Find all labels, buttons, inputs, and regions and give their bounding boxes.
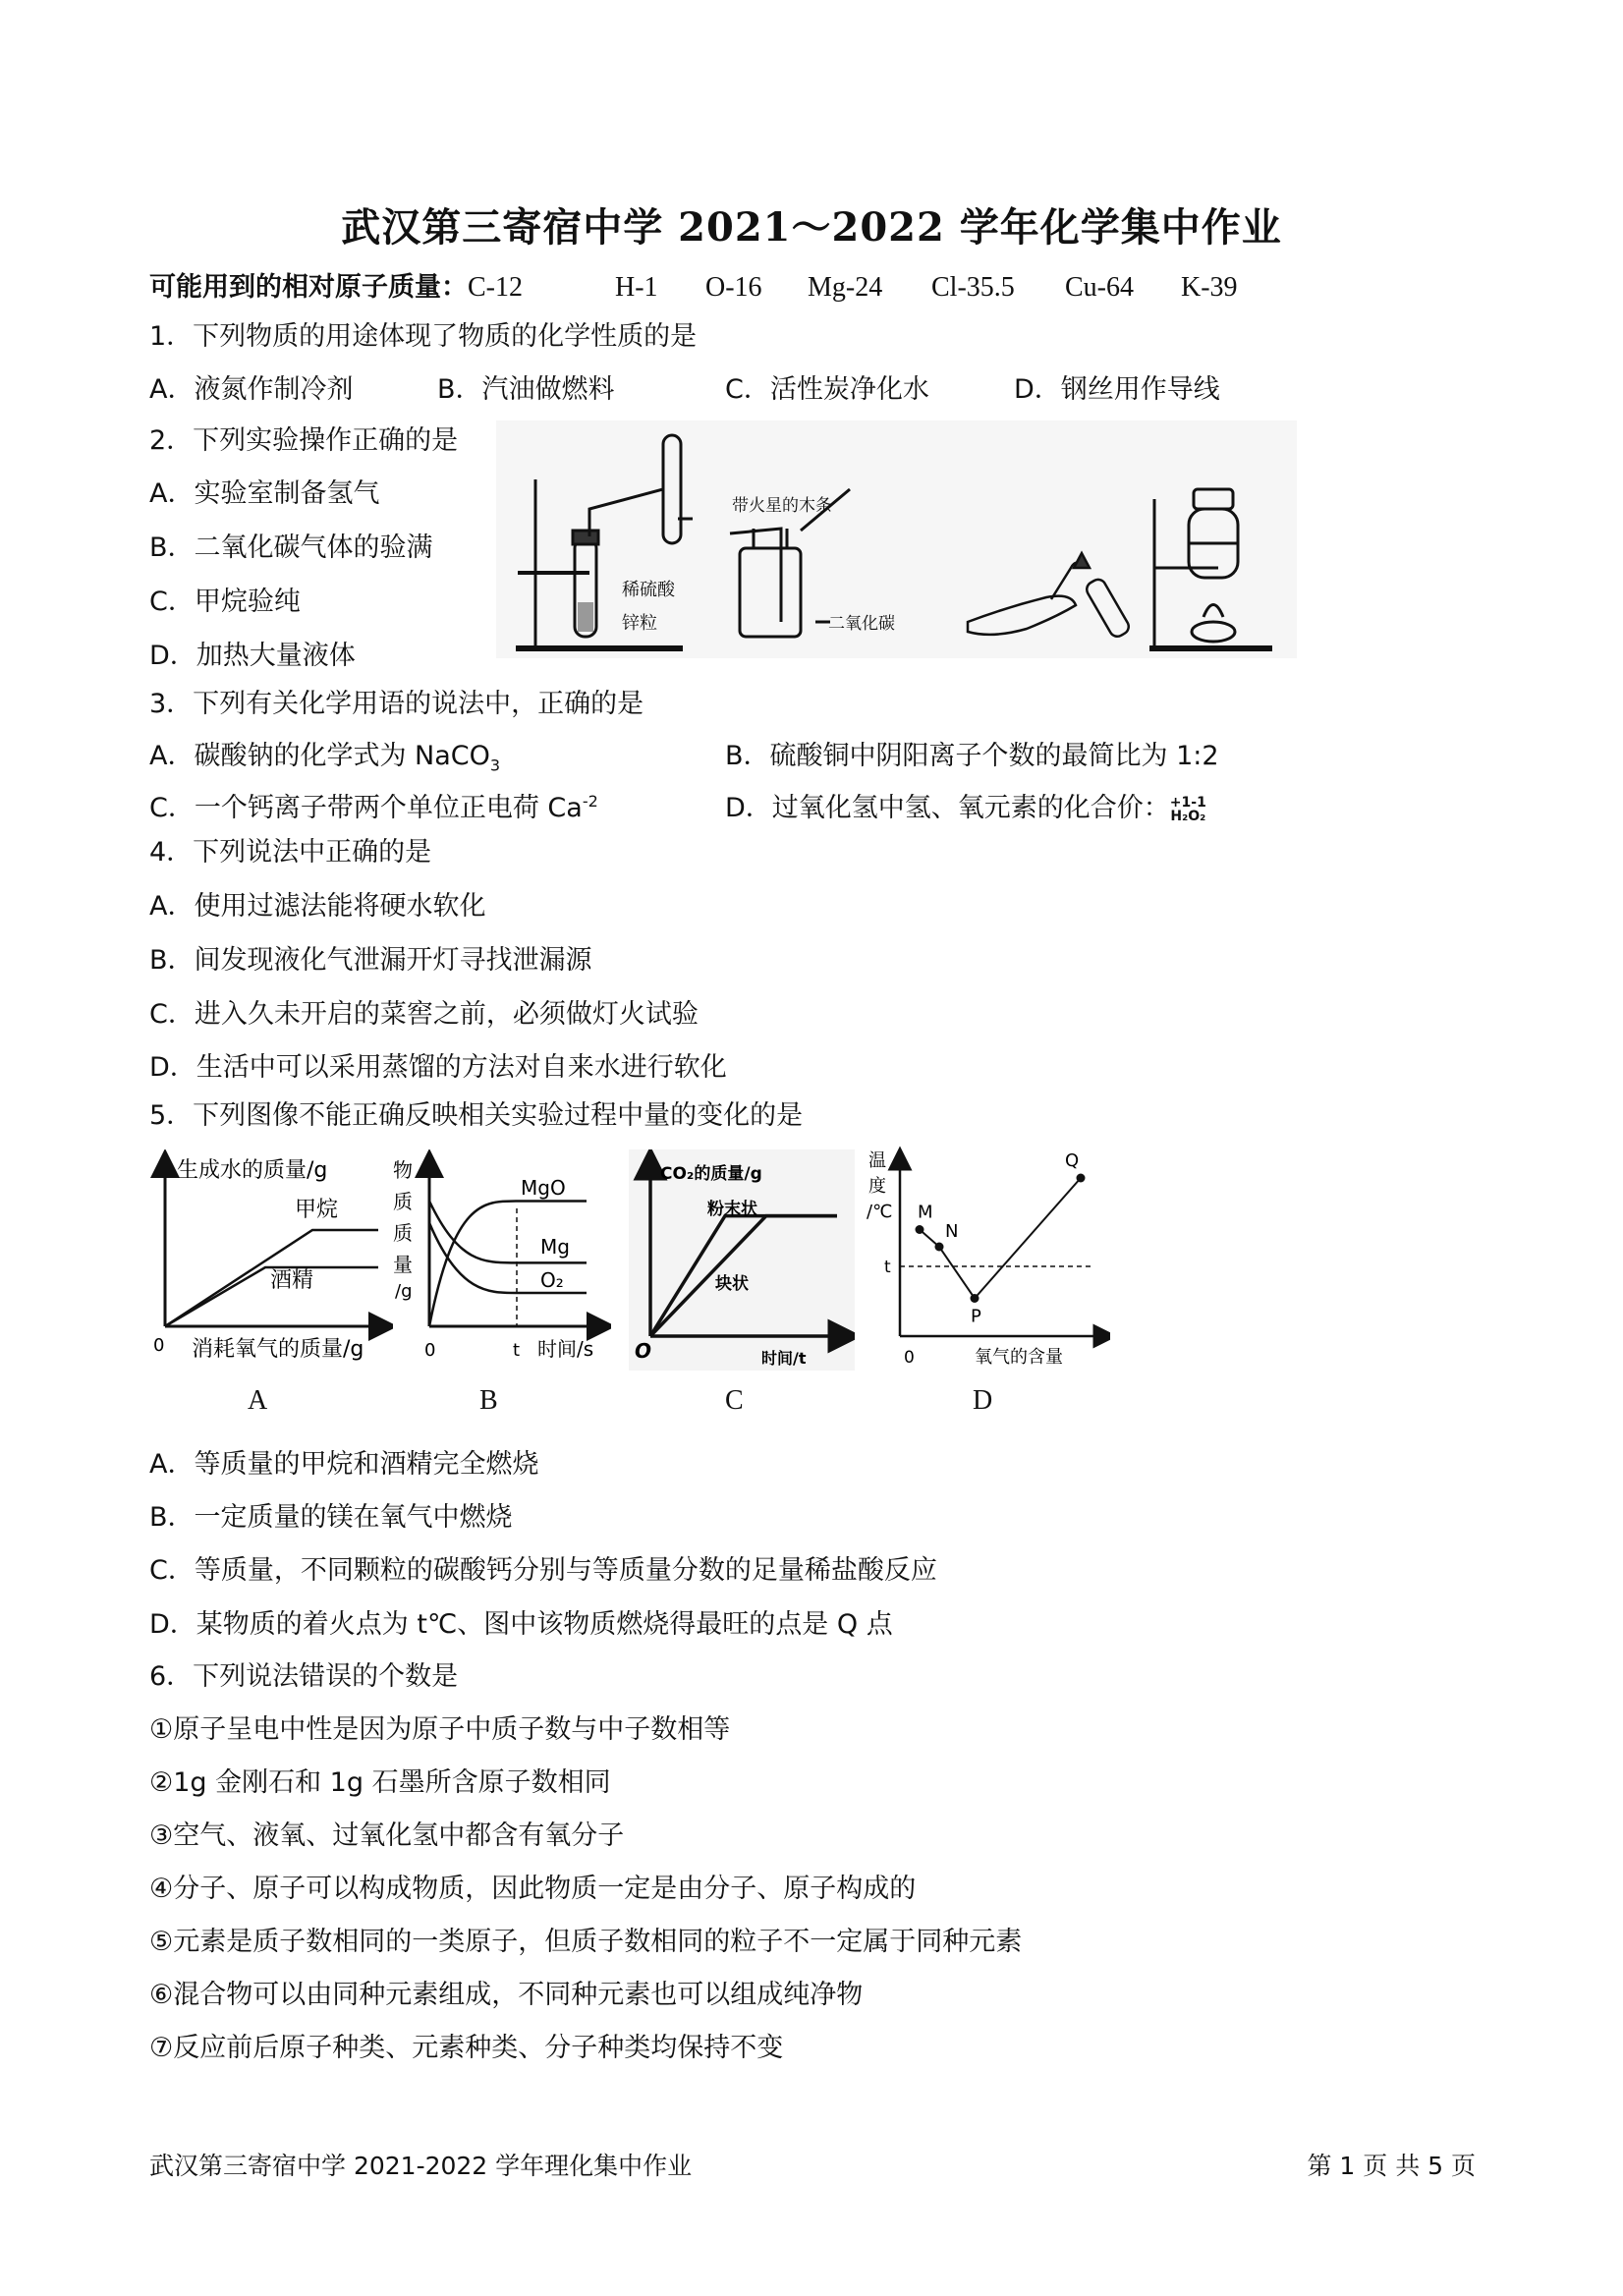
stick-label: 带火星的木条: [732, 496, 832, 516]
q5-option-b: B．一定质量的镁在氧气中燃烧: [149, 1502, 513, 1533]
q3-a-subscript: 3: [489, 756, 501, 775]
chart-d-point-label-p: P: [971, 1306, 981, 1327]
chart-c-origin: O: [635, 1339, 652, 1363]
q3-d-formula: H₂O₂: [1170, 809, 1206, 824]
chart-b: [385, 1149, 611, 1371]
experiment-apparatus-figure: [496, 420, 1297, 658]
q3-c-text: C．一个钙离子带两个单位正电荷 Ca: [149, 793, 583, 823]
q4-option-a: A．使用过滤法能将硬水软化: [149, 891, 486, 922]
footer-school: 武汉第三寄宿中学 2021-2022 学年理化集中作业: [149, 2152, 693, 2180]
question-2-stem: 2．下列实验操作正确的是: [149, 425, 459, 456]
mass-item: Mg-24: [808, 272, 883, 303]
question-5-stem: 5．下列图像不能正确反映相关实验过程中量的变化的是: [149, 1100, 804, 1131]
chart-d-xlabel: 氧气的含量: [975, 1347, 1063, 1368]
chart-a-label-methane: 甲烷: [295, 1198, 339, 1222]
footer-page-number: 第 1 页 共 5 页: [1307, 2152, 1476, 2180]
mass-item: H-1: [615, 272, 658, 303]
chart-b-label-mgo: MgO: [521, 1176, 566, 1200]
q4-option-b: B．间发现液化气泄漏开灯寻找泄漏源: [149, 945, 592, 976]
q3-d-text: D．过氧化氢中氢、氧元素的化合价：: [725, 793, 1170, 823]
chart-d: [865, 1145, 1110, 1371]
zinc-label: 锌粒: [622, 613, 657, 634]
q3-option-d: [725, 786, 1206, 824]
chart-b-ylabel-5: /g: [395, 1281, 413, 1302]
chart-b-ylabel-3: 质: [393, 1221, 413, 1245]
q4-option-c: C．进入久未开启的菜窖之前，必须做灯火试验: [149, 999, 699, 1030]
q1-option-b: B．汽油做燃料: [437, 374, 615, 405]
q5-option-c: C．等质量，不同颗粒的碳酸钙分别与等质量分数的足量稀盐酸反应: [149, 1555, 937, 1586]
chart-d-point-m: [916, 1225, 924, 1234]
chart-d-point-n: [935, 1243, 944, 1252]
chart-a-origin: 0: [153, 1335, 165, 1356]
chart-letter-c: C: [725, 1385, 744, 1416]
q6-statement: ④分子、原子可以构成物质，因此物质一定是由分子、原子构成的: [149, 1874, 917, 1904]
chart-c-xlabel: 时间/t: [761, 1349, 807, 1368]
mass-item: C-12: [468, 272, 523, 303]
q6-statement: ⑦反应前后原子种类、元素种类、分子种类均保持不变: [149, 2033, 784, 2063]
q6-statement: ①原子呈电中性是因为原子中质子数与中子数相等: [149, 1714, 731, 1745]
q3-option-c: [149, 786, 598, 824]
q3-a-text: A．碳酸钠的化学式为 NaCO: [149, 741, 490, 771]
q6-statement: ③空气、液氧、过氧化氢中都含有氧分子: [149, 1820, 625, 1851]
chart-c-label-powder: 粉末状: [707, 1200, 757, 1219]
relative-atomic-masses: [149, 265, 1238, 304]
q6-statement: ⑤元素是质子数相同的一类原子，但质子数相同的粒子不一定属于同种元素: [149, 1927, 1023, 1957]
masses-label: 可能用到的相对原子质量：: [149, 272, 468, 303]
chart-b-origin: 0: [424, 1340, 436, 1361]
mass-item: O-16: [705, 272, 762, 303]
mass-item: K-39: [1181, 272, 1238, 303]
chart-a-ylabel: 生成水的质量/g: [177, 1158, 328, 1183]
chart-d-point-label-n: N: [945, 1221, 959, 1242]
chart-d-ylabel-3: /℃: [867, 1202, 893, 1222]
q3-option-b: B．硫酸铜中阴阳离子个数的最简比为 1:2: [725, 741, 1219, 771]
chart-d-origin: 0: [904, 1348, 915, 1368]
chart-d-point-q: [1077, 1174, 1086, 1183]
q5-option-d: D．某物质的着火点为 t℃、图中该物质燃烧得最旺的点是 Q 点: [149, 1609, 893, 1640]
question-6-stem: 6．下列说法错误的个数是: [149, 1661, 459, 1692]
co2-label: 二氧化碳: [828, 614, 895, 634]
chart-c: [629, 1149, 855, 1371]
q6-statement: ⑥混合物可以由同种元素组成，不同种元素也可以组成纯净物: [149, 1980, 864, 2010]
chart-a-label-alcohol: 酒精: [270, 1268, 314, 1293]
chart-b-label-mg: Mg: [540, 1235, 570, 1259]
acid-label: 稀硫酸: [622, 580, 675, 600]
chart-d-point-p: [971, 1294, 979, 1303]
chart-letter-a: A: [248, 1385, 268, 1416]
mass-item: Cl-35.5: [931, 272, 1015, 303]
chart-b-tick-t: t: [513, 1340, 521, 1361]
page-title: 武汉第三寄宿中学 2021～2022 学年化学集中作业: [341, 204, 1282, 251]
chart-a: [147, 1149, 393, 1371]
q2-option-b: B．二氧化碳气体的验满: [149, 532, 433, 563]
chart-b-label-o2: O₂: [540, 1268, 564, 1292]
question-3-stem: 3．下列有关化学用语的说法中，正确的是: [149, 689, 644, 719]
chart-b-ylabel-4: 量: [393, 1253, 413, 1276]
chart-c-label-block: 块状: [715, 1274, 749, 1294]
chart-d-points: [916, 1150, 1086, 1327]
chart-d-point-label-m: M: [918, 1202, 933, 1223]
q1-option-d: D．钢丝用作导线: [1014, 374, 1220, 405]
q3-d-valence: +1-1: [1169, 795, 1206, 811]
q5-option-a: A．等质量的甲烷和酒精完全燃烧: [149, 1449, 539, 1480]
q1-option-a: A．液氮作制冷剂: [149, 374, 354, 405]
chart-b-xlabel: 时间/s: [537, 1337, 594, 1361]
q2-option-c: C．甲烷验纯: [149, 587, 301, 617]
q4-option-d: D．生活中可以采用蒸馏的方法对自来水进行软化: [149, 1052, 727, 1083]
chart-letter-d: D: [973, 1385, 993, 1416]
q6-statement: ②1g 金刚石和 1g 石墨所含原子数相同: [149, 1767, 611, 1798]
chart-b-ylabel-2: 质: [393, 1190, 413, 1213]
chart-d-ylabel-1: 温: [868, 1150, 886, 1171]
chart-letter-b: B: [479, 1385, 498, 1416]
chart-a-xlabel: 消耗氧气的质量/g: [192, 1337, 364, 1362]
q1-option-c: C．活性炭净化水: [725, 374, 929, 405]
chart-d-point-label-q: Q: [1065, 1150, 1080, 1171]
q2-option-a: A．实验室制备氢气: [149, 478, 380, 509]
q3-c-superscript: -2: [582, 792, 598, 811]
chart-c-ylabel: CO₂的质量/g: [660, 1164, 762, 1184]
chart-d-curve: [920, 1178, 1081, 1299]
chart-d-tick-t: t: [884, 1258, 891, 1277]
mass-item: Cu-64: [1065, 272, 1134, 303]
q3-option-a: [149, 734, 500, 774]
question-4-stem: 4．下列说法中正确的是: [149, 837, 432, 868]
question-1-stem: 1．下列物质的用途体现了物质的化学性质的是: [149, 321, 698, 352]
q2-option-d: D．加热大量液体: [149, 641, 356, 671]
chart-b-ylabel-1: 物: [393, 1158, 413, 1182]
chart-d-ylabel-2: 度: [868, 1176, 886, 1197]
